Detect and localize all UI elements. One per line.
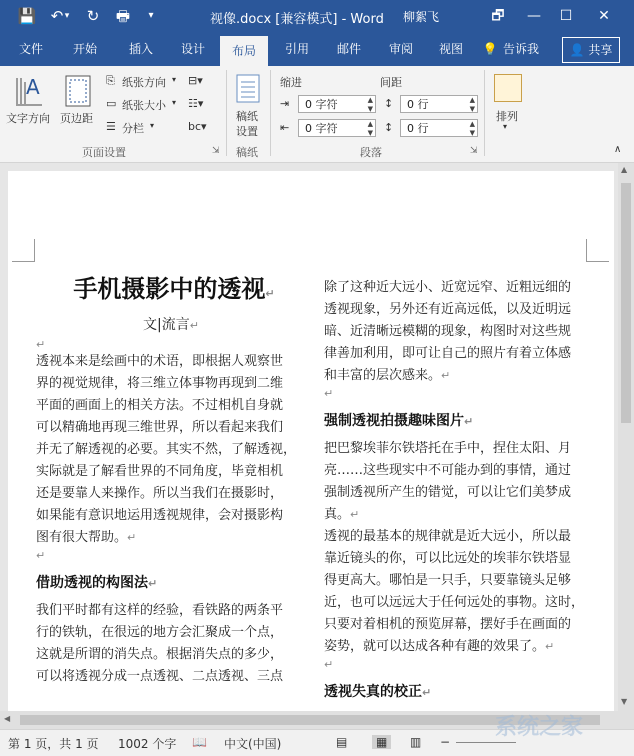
text-line: 把巴黎埃菲尔铁塔托在手中，捏住太阳、月 — [324, 441, 572, 456]
paragraph-mark: ↵ — [36, 338, 46, 351]
spin-arrows-icon[interactable]: ▲ ▼ — [469, 96, 475, 113]
minimize-icon[interactable]: — — [527, 8, 541, 24]
zoom-slider[interactable] — [456, 742, 516, 743]
paragraph-mark: ↵ — [189, 319, 199, 332]
text-line: 行的铁轨，在很远的地方会汇聚成一个点， — [36, 625, 284, 640]
draft-group-label: 稿纸 — [236, 146, 258, 159]
chevron-down-icon: ▾ — [150, 121, 155, 130]
text-line: 可以精确地再现三维世界，所以看起来我们 — [36, 420, 284, 435]
chevron-down-icon: ▾ — [172, 98, 177, 107]
text-line: 透视的最基本的规律就是近大远小，所以最 — [324, 529, 572, 544]
tab-design[interactable]: 设计 — [180, 42, 205, 56]
right-column — [324, 277, 594, 701]
arrange-icon — [494, 74, 522, 102]
ribbon-display-icon[interactable]: 🗗 — [491, 8, 505, 24]
dialog-launcher-icon[interactable]: ⇲ — [212, 146, 220, 156]
document-page[interactable] — [8, 171, 614, 711]
tab-references[interactable]: 引用 — [284, 42, 309, 56]
breaks-icon[interactable]: ⊟▾ — [188, 74, 203, 87]
web-layout-icon[interactable]: ▥ — [410, 735, 422, 749]
body-paragraph[interactable] — [324, 526, 594, 658]
columns-icon: ☰ — [106, 120, 116, 133]
author-line[interactable] — [36, 314, 306, 334]
person-icon: 👤 — [569, 43, 585, 57]
page-setup-group-label: 页面设置 — [82, 146, 126, 159]
document-title: 视像.docx [兼容模式] - Word — [210, 12, 384, 27]
tab-file[interactable]: 文件 — [18, 42, 43, 56]
spacing-after-icon: ↕ — [384, 121, 394, 134]
language-indicator[interactable]: 中文(中国) — [224, 737, 282, 751]
text-line: 强制透视所产生的错觉，可以让它们美梦成 — [324, 485, 572, 500]
paragraph-mark: ↵ — [324, 387, 334, 400]
size-label: 纸张大小 — [122, 99, 166, 112]
undo-dropdown-icon[interactable]: ▾ — [64, 11, 70, 21]
text-line: 姿势，就可以达成各种有趣的效果了。 — [324, 639, 546, 654]
text-line: 和丰富的层次感来。 — [324, 368, 442, 383]
share-label: 共享 — [588, 43, 613, 57]
indent-right-value: 0 字符 — [305, 122, 338, 135]
spacing-after-input[interactable] — [400, 119, 478, 137]
text-line: 真。 — [324, 507, 351, 522]
scroll-left-icon[interactable]: ◀ — [4, 714, 11, 723]
text-line: 这就是所谓的消失点。根据消失点的多少， — [36, 647, 284, 662]
indent-right-input[interactable] — [298, 119, 376, 137]
lightbulb-icon[interactable]: 💡 — [482, 42, 498, 56]
redo-icon[interactable]: ↻ — [86, 7, 100, 25]
print-layout-icon[interactable]: ▦ — [372, 735, 391, 749]
print-preview-icon[interactable]: 🖶 — [115, 7, 131, 25]
group-divider — [226, 70, 227, 156]
text-line: 暗、近清晰远模糊的现象，构图时对这些规 — [324, 324, 572, 339]
text-line: 图有很大帮助。 — [36, 530, 128, 545]
text-line: 除了这种近大远小、近宽远窄、近粗远细的 — [324, 280, 572, 295]
word-count[interactable]: 1002 个字 — [118, 737, 177, 751]
dialog-launcher-icon[interactable]: ⇲ — [470, 146, 478, 156]
hyphenation-icon[interactable]: bc▾ — [188, 120, 207, 133]
text-line: 如果能有意识地运用透视规律，会对摄影构 — [36, 508, 284, 523]
indent-right-icon: ⇤ — [280, 121, 290, 134]
proofing-icon[interactable]: 📖 — [192, 735, 207, 749]
paragraph-mark: ↵ — [350, 508, 360, 521]
section-heading[interactable] — [324, 410, 594, 430]
scroll-up-icon[interactable]: ▲ — [621, 165, 628, 174]
zoom-out-icon[interactable]: − — [440, 735, 451, 749]
heading-text: 强制透视拍摄趣味图片 — [324, 413, 464, 429]
crop-mark — [12, 239, 35, 262]
text-line: 可以将透视分成一点透视、二点透视、三点 — [36, 669, 284, 684]
scroll-down-icon[interactable]: ▼ — [621, 697, 628, 706]
spin-arrows-icon[interactable]: ▲ ▼ — [469, 120, 475, 137]
paragraph-mark: ↵ — [148, 577, 158, 590]
author-text: 文|流言 — [143, 317, 190, 333]
undo-icon[interactable]: ↶ — [50, 7, 64, 25]
tell-me-search[interactable]: 告诉我 — [502, 42, 539, 56]
draft-settings-label-1: 稿纸 — [236, 110, 258, 123]
left-column — [36, 269, 306, 688]
save-icon[interactable]: 💾 — [17, 7, 37, 25]
text-direction-label: 文字方向 — [6, 112, 50, 125]
paragraph-mark: ↵ — [441, 369, 451, 382]
paragraph-group-label: 段落 — [360, 146, 382, 159]
text-line: 界的视觉规律，将三维立体事物再现到二维 — [36, 376, 284, 391]
draft-paper-icon — [236, 74, 262, 104]
page-count[interactable]: 第 1 页，共 1 页 — [8, 737, 99, 751]
text-line: 只要对着相机的预览屏幕，摆好手在画面的 — [324, 617, 572, 632]
text-line: 透视本来是绘画中的术语，即根据人观察世 — [36, 354, 284, 369]
crop-mark — [586, 239, 609, 262]
text-line: 实际就是了解看世界的不同角度，毕竟相机 — [36, 464, 284, 479]
body-paragraph[interactable] — [324, 277, 594, 387]
text-line: 平面的画面上的相关方法。不过相机自身就 — [36, 398, 284, 413]
orientation-icon: ⎘ — [106, 74, 115, 87]
text-line: 透视现象，另外还有近高远低，以及近明远 — [324, 302, 572, 317]
spacing-before-icon: ↕ — [384, 97, 394, 110]
tab-insert[interactable]: 插入 — [128, 42, 153, 56]
text-line: 近，也可以远远大于任何远处的事物。这时， — [324, 595, 585, 610]
vertical-scrollbar[interactable] — [618, 163, 634, 711]
document-area — [0, 163, 618, 711]
line-numbers-icon[interactable]: ☷▾ — [188, 97, 204, 110]
indent-left-input[interactable] — [298, 95, 376, 113]
indent-left-icon: ⇥ — [280, 97, 290, 110]
svg-text:A: A — [26, 75, 40, 99]
text-line: 并无了解透视的必要。其实不然，了解透视， — [36, 442, 297, 457]
tab-review[interactable]: 审阅 — [388, 42, 413, 56]
paragraph-mark: ↵ — [422, 686, 432, 699]
collapse-ribbon-icon[interactable]: ∧ — [614, 144, 622, 155]
user-name[interactable]: 柳絮飞 — [403, 10, 440, 24]
heading-text: 借助透视的构图法 — [36, 575, 148, 591]
read-mode-icon[interactable]: ▤ — [336, 735, 348, 749]
vertical-scroll-thumb[interactable] — [621, 183, 631, 423]
close-icon[interactable]: ✕ — [598, 8, 610, 24]
columns-label: 分栏 — [122, 122, 144, 135]
tab-view[interactable]: 视图 — [438, 42, 463, 56]
intro-paragraph[interactable] — [36, 351, 306, 549]
section-heading[interactable] — [324, 681, 594, 701]
spin-arrows-icon[interactable]: ▲ ▼ — [367, 120, 373, 137]
tab-layout[interactable]: 布局 — [220, 36, 268, 66]
text-line: 还是要靠人来操作。所以当我们在摄影时， — [36, 486, 284, 501]
draft-settings-label-2: 设置 — [236, 125, 258, 138]
heading-text: 透视失真的校正 — [324, 684, 422, 700]
document-title-heading[interactable] — [36, 269, 306, 304]
text-line: 亮……这些现实中不可能办到的事情，通过 — [324, 463, 572, 478]
group-divider — [484, 70, 485, 156]
title-text: 手机摄影中的透视 — [73, 275, 266, 303]
paragraph-mark: ↵ — [127, 531, 137, 544]
text-direction-icon — [12, 72, 48, 108]
text-line: 靠近镜头的你，可以比远处的埃菲尔铁塔显 — [324, 551, 572, 566]
ribbon-panel — [0, 66, 634, 163]
spacing-before-input[interactable] — [400, 95, 478, 113]
chevron-down-icon: ▾ — [172, 75, 177, 84]
body-paragraph[interactable] — [324, 438, 594, 526]
customize-qat-icon[interactable]: ▾ — [148, 10, 154, 21]
text-line: 我们平时都有这样的经验，看铁路的两条平 — [36, 603, 284, 618]
tab-home[interactable]: 开始 — [72, 42, 97, 56]
share-button[interactable] — [562, 37, 620, 63]
margins-label: 页边距 — [60, 112, 93, 125]
watermark: 系统之家 — [495, 715, 584, 740]
maximize-icon[interactable]: ☐ — [559, 8, 573, 24]
section-heading[interactable] — [36, 572, 306, 592]
orientation-label: 纸张方向 — [122, 76, 166, 89]
indent-left-value: 0 字符 — [305, 98, 338, 111]
margins-icon — [64, 74, 94, 108]
spacing-after-value: 0 行 — [407, 122, 429, 135]
body-paragraph[interactable] — [36, 600, 306, 688]
arrange-label: 排列 — [496, 110, 518, 123]
paragraph-mark: ↵ — [36, 549, 46, 562]
spin-arrows-icon[interactable]: ▲ ▼ — [367, 96, 373, 113]
indent-label: 缩进 — [280, 76, 302, 89]
spacing-label: 间距 — [380, 76, 402, 89]
text-line: 律善加利用，即可让自己的照片有着立体感 — [324, 346, 572, 361]
paragraph-mark: ↵ — [545, 640, 555, 653]
paragraph-mark: ↵ — [265, 287, 275, 300]
title-bar — [0, 0, 634, 32]
paragraph-mark: ↵ — [324, 658, 334, 671]
tab-mailings[interactable]: 邮件 — [336, 42, 361, 56]
chevron-down-icon: ▾ — [503, 122, 508, 131]
paragraph-mark: ↵ — [464, 415, 474, 428]
group-divider — [270, 70, 271, 156]
spacing-before-value: 0 行 — [407, 98, 429, 111]
text-line: 得更高大。哪怕是一只手，只要靠镜头足够 — [324, 573, 572, 588]
paper-size-icon: ▭ — [106, 97, 117, 110]
ribbon-tabs — [0, 32, 634, 66]
